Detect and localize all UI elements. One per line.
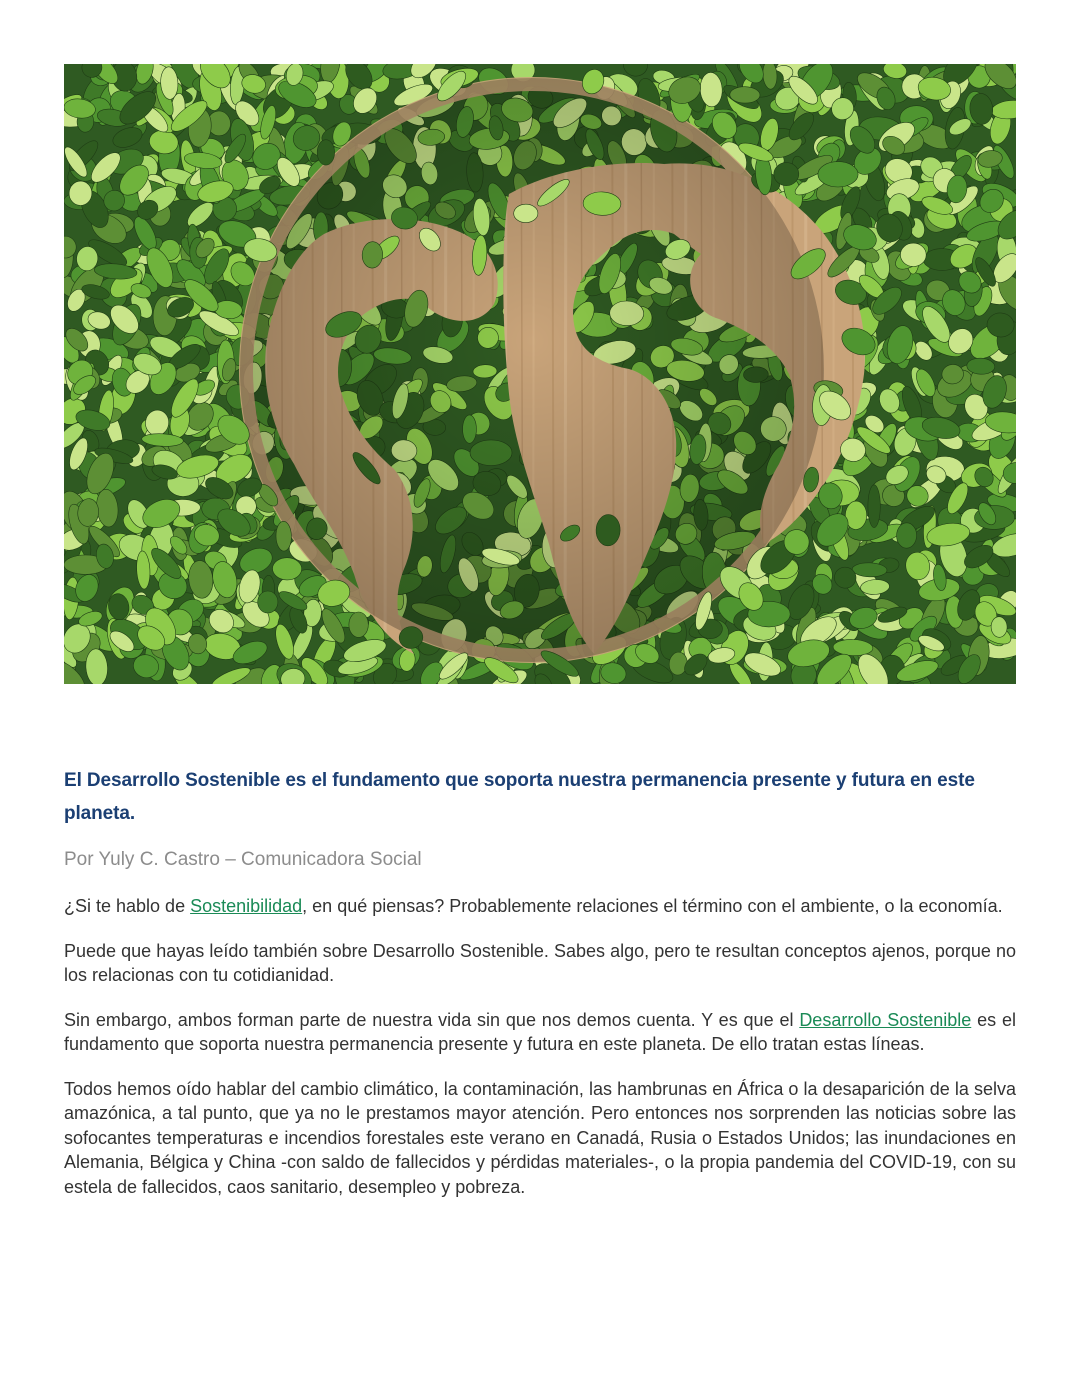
leaf-shape [258,591,278,613]
leaf-shape [276,521,292,551]
hero-image [64,64,1016,684]
desarrollo-sostenible-link[interactable]: Desarrollo Sostenible [799,1009,972,1030]
leaf-shape [349,612,368,637]
wooden-globe-illustration [64,64,1016,684]
paragraph-1-text-start: ¿Si te hablo de [64,896,191,916]
sostenibilidad-link[interactable]: Sostenibilidad [190,896,303,916]
paragraph-4: Todos hemos oído hablar del cambio climático, la contaminación, las hambrunas en África o la desaparición de la selva amazónica, a tal punto, que ya no le prestamos mayor atención. Pero entonces nos sorprenden las noticias sobre las sofocantes temperaturas e incendios forestales este verano en Canadá, Rusia o Estados Unidos; las inundaciones en Alemania, Bélgica y China -con saldo de fallecidos y pérdidas materiales-, o la propia pandemia del COVID-19, con su estela de fallecidos, caos sanitario, desempleo y pobreza. [64,1078,1016,1197]
paragraph-3-text-start: Sin embargo, ambos forman parte de nuestra vida sin que nos demos cuenta. Y es que el [64,1009,800,1030]
leaf-shape [868,485,880,528]
paragraph-1 [64,894,1016,919]
leaf-shape [784,529,809,554]
leaf-shape [896,523,916,549]
article-headline: El Desarrollo Sostenible es el fundamento que soporta nuestra permanencia presente y futura en este planeta. [64,770,975,824]
paragraph-2: Puede que hayas leído también sobre Desarrollo Sostenible. Sabes algo, pero te resultan conceptos ajenos, porque no los relacionas con tu cotidianidad. [64,940,1016,985]
leaf-shape [730,86,760,103]
paragraph-1-text-end: , en qué piensas? Probablemente relaciones el término con el ambiente, o la economía. [302,896,1003,916]
leaf-shape [900,243,926,267]
leaf-shape [514,204,539,223]
article-byline: Por Yuly C. Castro – Comunicadora Social [64,849,422,870]
leaf-shape [317,140,334,165]
article [64,764,1016,1199]
leaf-shape [272,557,302,580]
paragraph-3 [64,1008,1016,1057]
paragraph-3-text-end: es el fundamento que soporta nuestra permanencia presente y futura en este planeta. De ello tratan estas líneas. [64,1009,1016,1054]
leaf-shape [818,162,858,187]
